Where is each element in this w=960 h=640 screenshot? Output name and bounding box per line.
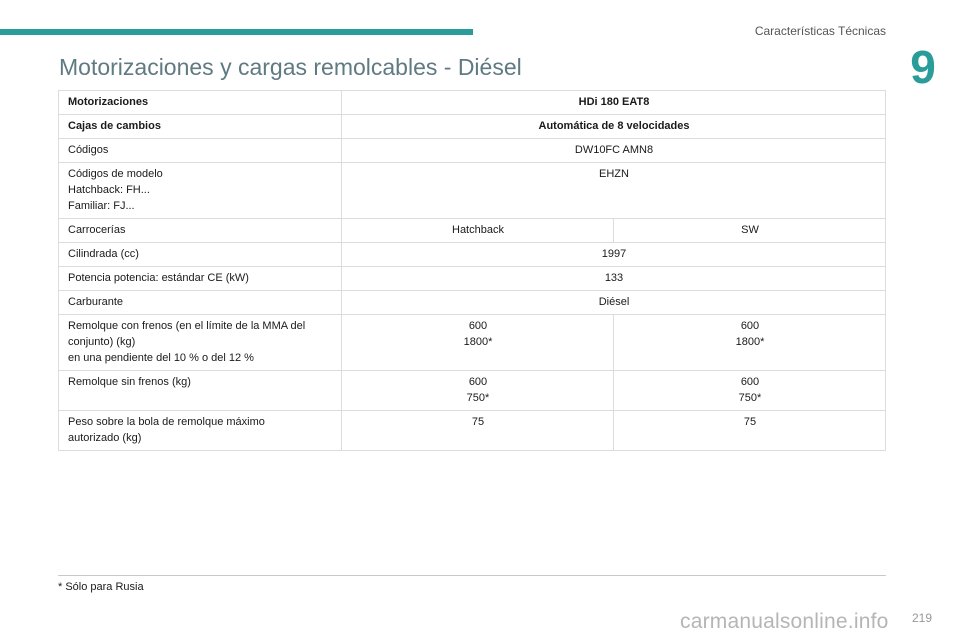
value-line: 750* <box>738 392 762 404</box>
row-label: Cajas de cambios <box>59 115 342 139</box>
row-label-line: conjunto) (kg) <box>68 336 136 348</box>
table-row <box>59 163 886 219</box>
hatchback-value <box>342 315 614 371</box>
row-label <box>59 411 342 451</box>
value-line: 600 <box>468 320 488 332</box>
row-label: Códigos <box>59 139 342 163</box>
sw-value: SW <box>614 219 886 243</box>
hatchback-value: Hatchback <box>342 219 614 243</box>
sw-value: 75 <box>614 411 886 451</box>
footnote: * Sólo para Rusia <box>58 581 144 593</box>
row-label-line: Códigos de modelo <box>68 168 163 180</box>
row-label <box>59 315 342 371</box>
table-row <box>59 315 886 371</box>
value-line: 600 <box>740 320 760 332</box>
table-row <box>59 91 886 115</box>
header-accent-bar <box>0 29 473 35</box>
row-value: 1997 <box>342 243 886 267</box>
row-label: Potencia potencia: estándar CE (kW) <box>59 267 342 291</box>
row-value: 133 <box>342 267 886 291</box>
hatchback-value <box>342 371 614 411</box>
table-row <box>59 267 886 291</box>
row-value: HDi 180 EAT8 <box>342 91 886 115</box>
value-line: 600 <box>740 376 760 388</box>
page-title: Motorizaciones y cargas remolcables - Diésel <box>59 54 522 80</box>
watermark: carmanualsonline.info <box>680 610 889 633</box>
table-row <box>59 411 886 451</box>
chapter-number: 9 <box>910 41 936 93</box>
sw-value <box>614 371 886 411</box>
row-label: Cilindrada (cc) <box>59 243 342 267</box>
row-label <box>59 163 342 219</box>
value-line: 750* <box>466 392 490 404</box>
sw-value <box>614 315 886 371</box>
value-line: 1800* <box>463 336 493 348</box>
table-row <box>59 115 886 139</box>
row-value: Automática de 8 velocidades <box>342 115 886 139</box>
hatchback-value: 75 <box>342 411 614 451</box>
row-label: Carrocerías <box>59 219 342 243</box>
table-row <box>59 243 886 267</box>
table-row <box>59 219 886 243</box>
section-label: Características Técnicas <box>754 24 886 38</box>
table-row <box>59 291 886 315</box>
row-label-line: autorizado (kg) <box>68 432 142 444</box>
specs-table <box>58 90 886 451</box>
table-row <box>59 139 886 163</box>
row-label: Carburante <box>59 291 342 315</box>
row-label-line: Peso sobre la bola de remolque máximo <box>68 416 265 428</box>
row-label-line: en una pendiente del 10 % o del 12 % <box>68 352 254 364</box>
value-line: 1800* <box>735 336 765 348</box>
footnote-divider <box>58 575 886 576</box>
row-label: Remolque sin frenos (kg) <box>59 371 342 411</box>
table-row <box>59 371 886 411</box>
row-value: EHZN <box>342 163 886 219</box>
value-line: 600 <box>468 376 488 388</box>
page-number: 219 <box>911 611 932 625</box>
row-label-line: Familiar: FJ... <box>68 200 135 212</box>
row-value: Diésel <box>342 291 886 315</box>
row-label: Motorizaciones <box>59 91 342 115</box>
row-label-line: Hatchback: FH... <box>68 184 150 196</box>
row-value: DW10FC AMN8 <box>342 139 886 163</box>
row-label-line: Remolque con frenos (en el límite de la MMA del <box>68 320 306 332</box>
